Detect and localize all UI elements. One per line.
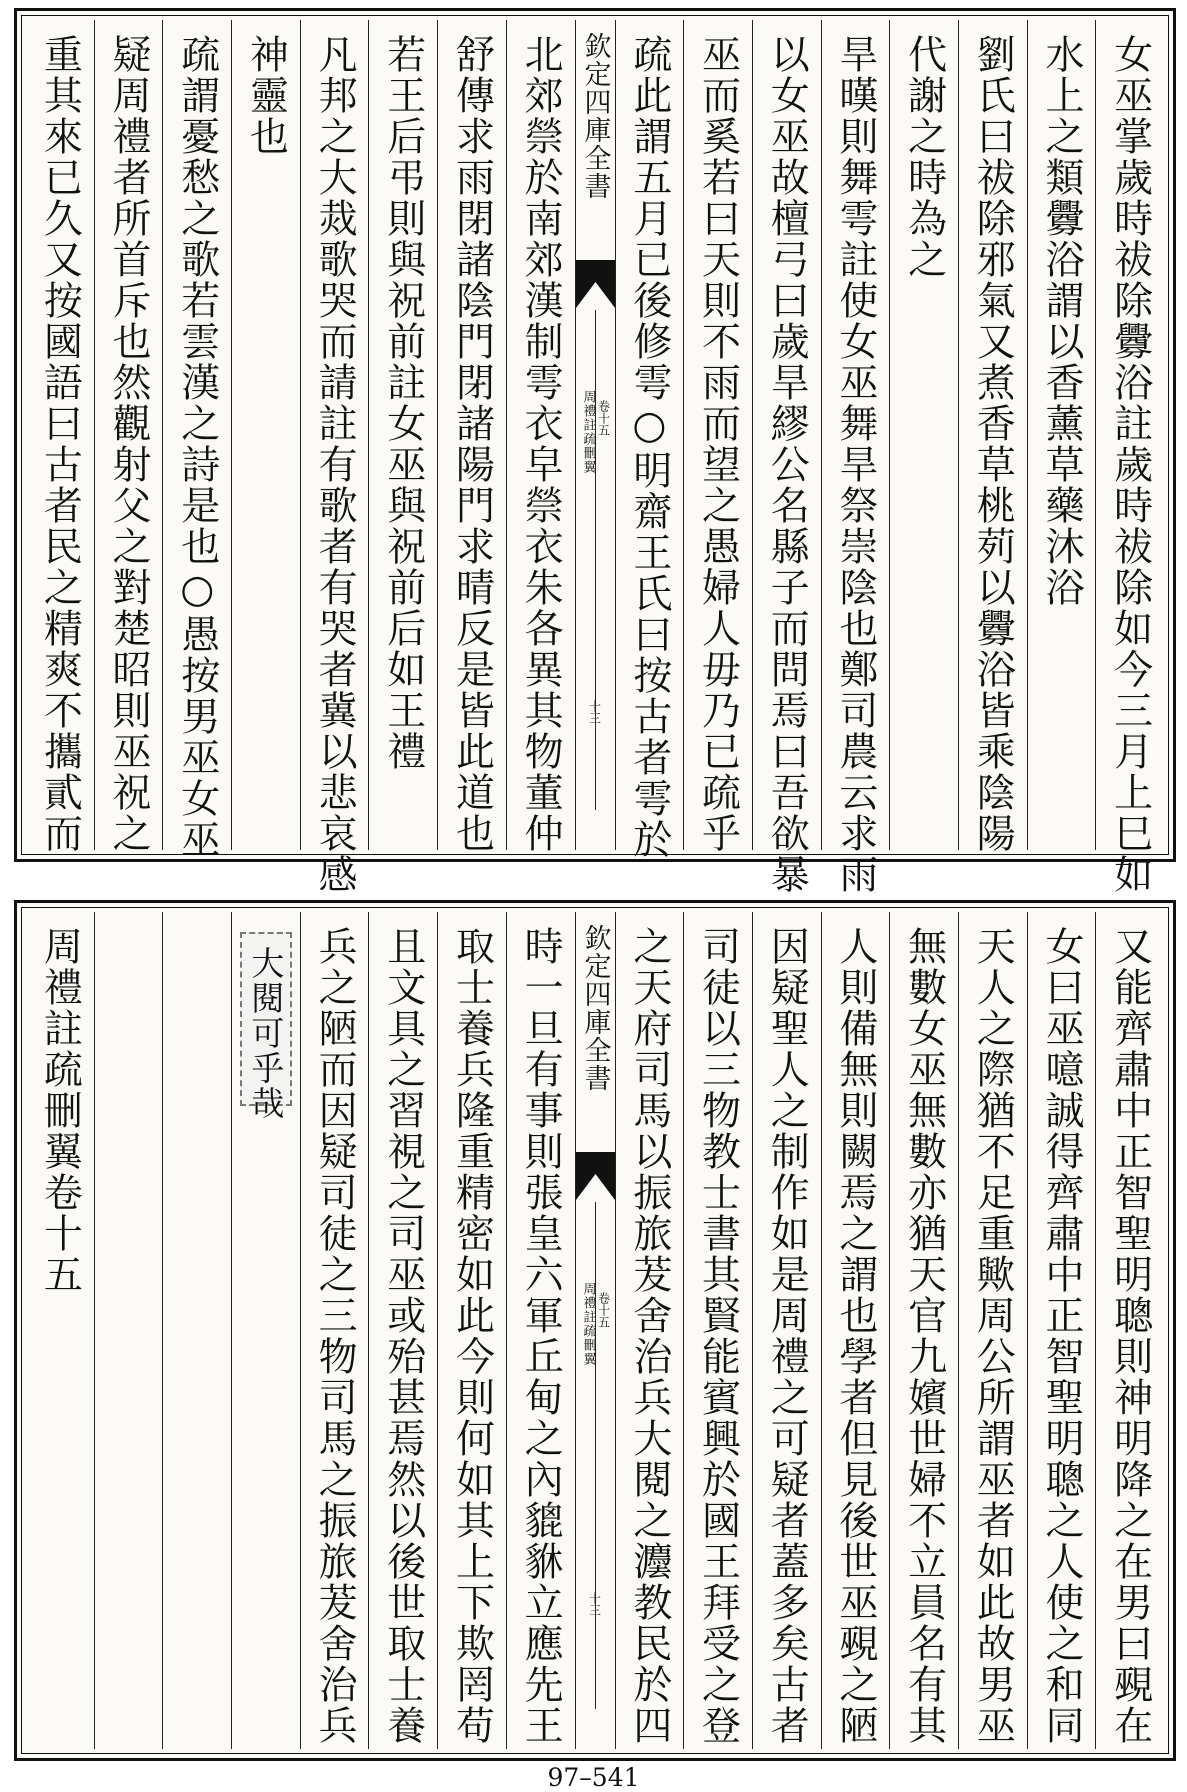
center-divider xyxy=(595,1202,596,1709)
volume-end-title: 周禮註疏刪翼卷十五 xyxy=(37,926,83,1295)
text-column: 取士養兵隆重精密如此今則何如其上下欺罔苟 xyxy=(437,912,506,1749)
text-column: 女曰巫噫誠得齊肅中正智聖明聰之人使之和同 xyxy=(1027,912,1096,1749)
stamp-column xyxy=(231,912,300,1749)
page-panel-top xyxy=(14,8,1176,895)
text-column: 疏謂憂愁之歌若雲漢之詩是也○愚按男巫女巫 xyxy=(162,20,231,850)
text-column: 疑周禮者所首斥也然觀射父之對楚昭則巫祝之 xyxy=(94,20,163,850)
text-column: 因疑聖人之制作如是周禮之可疑者蓋多矣古者 xyxy=(752,912,821,1749)
text-column: 水上之類釁浴謂以香薰草藥沐浴 xyxy=(1027,20,1096,850)
column-row xyxy=(26,20,1164,895)
center-page-number: 十三 xyxy=(587,1592,602,1616)
center-page-number: 十三 xyxy=(587,700,602,724)
text-column: 神靈也 xyxy=(231,20,300,850)
text-column-empty xyxy=(162,912,231,1749)
page-panel-bottom xyxy=(14,900,1176,1761)
text-column: 兵之陋而因疑司徒之三物司馬之振旅茇舍治兵 xyxy=(300,912,369,1749)
center-volume: 卷十五 xyxy=(596,1292,611,1328)
text-column: 劉氏曰祓除邪氣又煮香草桃茢以釁浴皆乘陰陽 xyxy=(958,20,1027,850)
center-title: 欽定四庫全書 xyxy=(579,32,611,200)
center-book-title: 周禮註疏刪翼 xyxy=(580,1282,596,1366)
text-column-empty xyxy=(94,912,163,1749)
text-column: 以女巫故檀弓曰歲旱繆公名縣子而問焉曰吾欲暴 xyxy=(752,20,821,850)
center-volume: 卷十五 xyxy=(596,400,611,436)
center-title: 欽定四庫全書 xyxy=(579,924,611,1092)
text-column: 凡邦之大烖歌哭而請註有歌者有哭者冀以悲哀感 xyxy=(300,20,369,850)
text-column: 巫而奚若曰天則不雨而望之愚婦人毋乃已疏乎 xyxy=(683,20,752,850)
text-column: 疏此謂五月已後修雩○明齋王氏曰按古者雩於 xyxy=(615,20,684,850)
center-book-title: 周禮註疏刪翼 xyxy=(580,390,596,474)
text-column: 舒傳求雨閉諸陰門閉諸陽門求晴反是皆此道也 xyxy=(437,20,506,850)
text-column: 旱暵則舞雩註使女巫舞旱祭崇陰也鄭司農云求雨 xyxy=(821,20,890,850)
text-column: 重其來已久又按國語曰古者民之精爽不攜貳而 xyxy=(37,34,83,854)
text-column: 且文具之習視之司巫或殆甚焉然以後世取士養 xyxy=(368,912,437,1749)
text-column: 天人之際猶不足重歟周公所謂巫者如此故男巫 xyxy=(958,912,1027,1749)
fishtail-mark xyxy=(576,260,615,308)
text-column: 女巫掌歲時祓除釁浴註歲時祓除如今三月上巳如 xyxy=(1095,20,1164,850)
text-column: 若王后弔則與祝前註女巫與祝前后如王禮 xyxy=(368,20,437,850)
text-column: 代謝之時為之 xyxy=(889,20,958,850)
center-fold-column xyxy=(575,912,615,1749)
text-column: 又能齊肅中正智聖明聰則神明降之在男曰覡在 xyxy=(1095,912,1164,1749)
page-number: 97–541 xyxy=(547,1763,640,1792)
text-column: 北郊禜於南郊漢制雩衣皁禜衣朱各異其物董仲 xyxy=(506,20,575,850)
text-column: 司徒以三物教士書其賢能賓興於國王拜受之登 xyxy=(683,912,752,1749)
text-column: 無數女巫無數亦猶天官九嬪世婦不立員名有其 xyxy=(889,912,958,1749)
text-column: 之天府司馬以振旅茇舍治兵大閱之灋教民於四 xyxy=(615,912,684,1749)
text-column: 人則備無則闕焉之謂也學者但見後世巫覡之陋 xyxy=(821,912,890,1749)
text-column: 時一旦有事則張皇六軍丘甸之內貔貅立應先王 xyxy=(506,912,575,1749)
fishtail-mark xyxy=(576,1152,615,1200)
stamp-annotation: 大閱可乎哉 xyxy=(246,946,286,1121)
center-fold-column xyxy=(575,20,615,850)
column-row xyxy=(26,912,1164,1749)
center-divider xyxy=(595,310,596,810)
